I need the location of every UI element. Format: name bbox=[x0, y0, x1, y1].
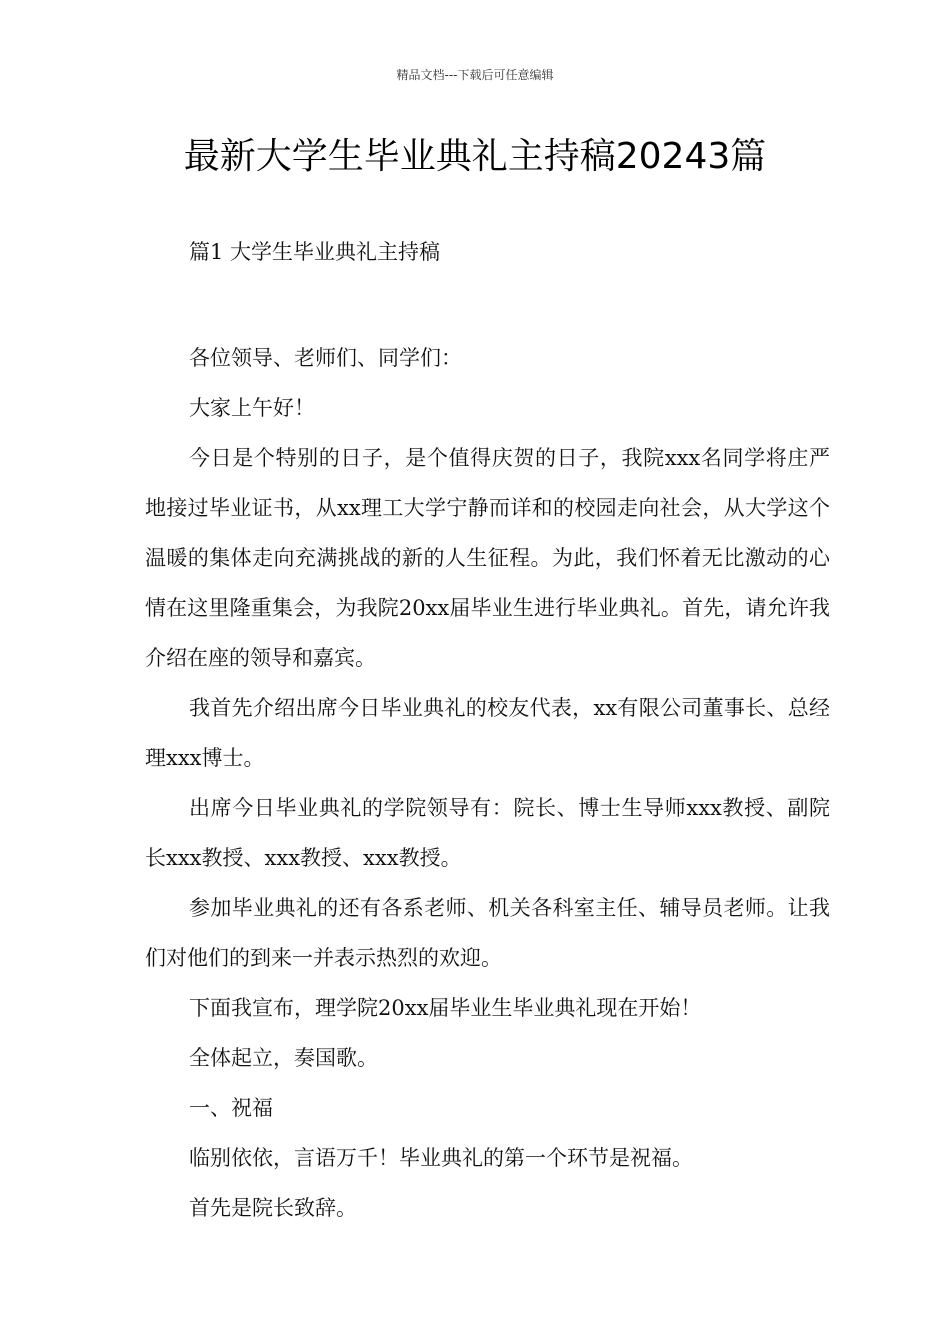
paragraph-alumni: 我首先介绍出席今日毕业典礼的校友代表，xx有限公司董事长、总经理xxx博士。 bbox=[145, 696, 830, 770]
header-note: 精品文档---下载后可任意编辑 bbox=[396, 68, 554, 82]
section-heading: 篇1 大学生毕业典礼主持稿 bbox=[189, 240, 441, 264]
paragraph-blessing: 临别依依，言语万千！毕业典礼的第一个环节是祝福。 bbox=[189, 1146, 693, 1170]
paragraph-greeting: 各位领导、老师们、同学们： bbox=[189, 346, 462, 370]
body-text bbox=[145, 333, 830, 1233]
paragraph-section-blessing: 一、祝福 bbox=[189, 1096, 273, 1120]
paragraph-intro: 今日是个特别的日子，是个值得庆贺的日子，我院xxx名同学将庄严地接过毕业证书，从xx理工大学宁静而详和的校园走向社会，从大学这个温暖的集体走向充满挑战的新的人生征程。为此，我们怀着无比激动的心情在这里隆重集会，为我院20xx届毕业生进行毕业典礼。首先，请允许我介绍在座的领导和嘉宾。 bbox=[145, 446, 830, 670]
paragraph-leaders: 出席今日毕业典礼的学院领导有：院长、博士生导师xxx教授、副院长xxx教授、xxx教授、xxx教授。 bbox=[145, 796, 830, 870]
paragraph-dean-speech: 首先是院长致辞。 bbox=[189, 1196, 357, 1220]
paragraph-announcement: 下面我宣布，理学院20xx届毕业生毕业典礼现在开始！ bbox=[189, 996, 702, 1020]
paragraph-anthem: 全体起立，奏国歌。 bbox=[189, 1046, 378, 1070]
paragraph-good-morning: 大家上午好！ bbox=[189, 396, 315, 420]
document-title: 最新大学生毕业典礼主持稿20243篇 bbox=[183, 136, 767, 177]
paragraph-attendees: 参加毕业典礼的还有各系老师、机关各科室主任、辅导员老师。让我们对他们的到来一并表示热烈的欢迎。 bbox=[145, 896, 830, 970]
